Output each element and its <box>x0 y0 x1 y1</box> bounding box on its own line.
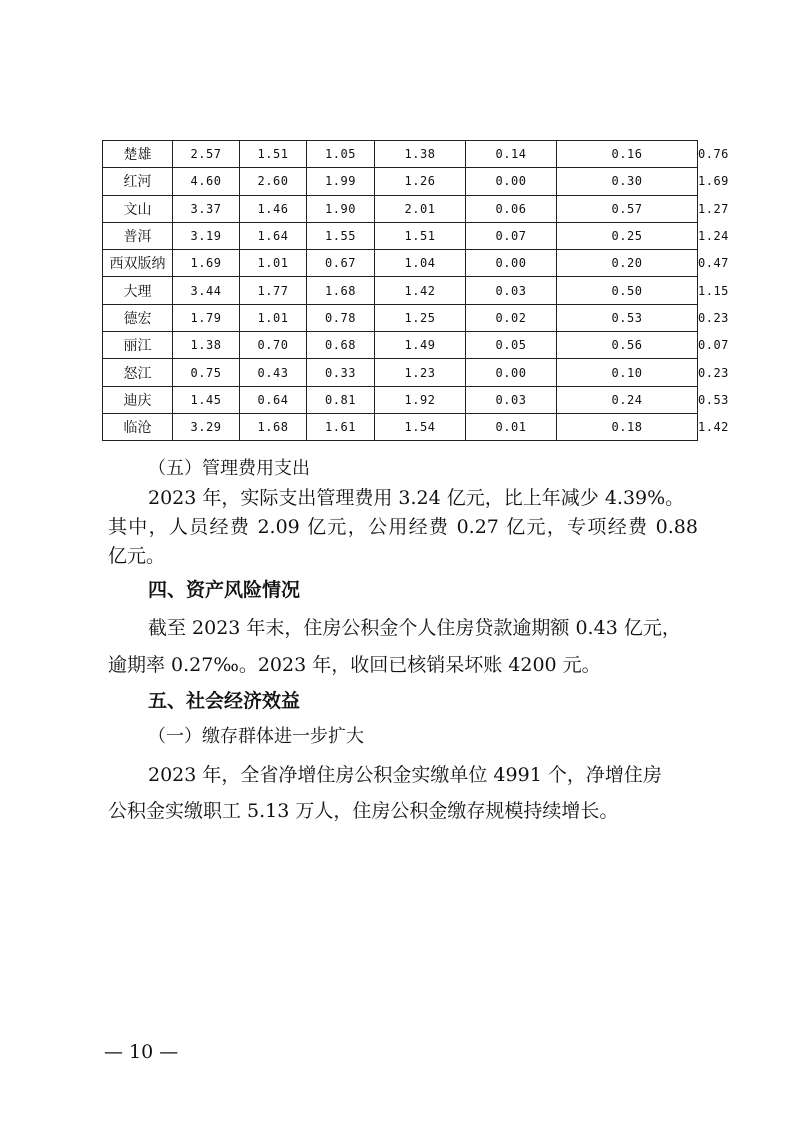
value-cell: 0.07 <box>466 222 557 249</box>
value-cell: 0.00 <box>466 250 557 277</box>
region-name-cell: 丽江 <box>103 332 173 359</box>
value-cell: 1.51 <box>375 222 466 249</box>
table-row: 红河 4.60 2.60 1.99 1.26 0.00 0.30 1.69 <box>103 168 698 195</box>
region-name-cell: 大理 <box>103 277 173 304</box>
region-name-cell: 西双版纳 <box>103 250 173 277</box>
table-row: 西双版纳 1.69 1.01 0.67 1.04 0.00 0.20 0.47 <box>103 250 698 277</box>
value-cell: 3.44 <box>173 277 240 304</box>
region-name-cell: 普洱 <box>103 222 173 249</box>
value-cell: 1.23 <box>375 359 466 386</box>
table-row: 怒江 0.75 0.43 0.33 1.23 0.00 0.10 0.23 <box>103 359 698 386</box>
value-cell: 1.99 <box>307 168 375 195</box>
value-cell: 1.38 <box>173 332 240 359</box>
value-cell: 1.54 <box>375 413 466 440</box>
value-cell: 1.61 <box>307 413 375 440</box>
region-name-cell: 红河 <box>103 168 173 195</box>
value-cell: 0.14 <box>466 141 557 168</box>
value-cell: 1.79 <box>173 304 240 331</box>
value-cell: 0.75 <box>173 359 240 386</box>
table-row: 文山 3.37 1.46 1.90 2.01 0.06 0.57 1.27 <box>103 195 698 222</box>
value-cell: 0.20 <box>557 250 698 277</box>
value-cell: 0.70 <box>240 332 307 359</box>
admin-cost-line-2: 其中，人员经费 2.09 亿元，公用经费 0.27 亿元，专项经费 0.88 <box>108 516 698 538</box>
admin-cost-line-1: 2023 年，实际支出管理费用 3.24 亿元，比上年减少 4.39%。 <box>148 487 685 509</box>
region-name-cell: 楚雄 <box>103 141 173 168</box>
value-cell: 0.03 <box>466 386 557 413</box>
value-cell: 0.33 <box>307 359 375 386</box>
region-name-cell: 文山 <box>103 195 173 222</box>
value-cell: 2.01 <box>375 195 466 222</box>
risk-line-2: 逾期率 0.27‰。2023 年，收回已核销呆坏账 4200 元。 <box>108 654 601 676</box>
table-body <box>103 141 729 441</box>
value-cell: 0.18 <box>557 413 698 440</box>
value-cell: 1.68 <box>307 277 375 304</box>
value-cell: 0.43 <box>240 359 307 386</box>
value-cell: 3.29 <box>173 413 240 440</box>
value-cell: 0.02 <box>466 304 557 331</box>
value-cell: 0.25 <box>557 222 698 249</box>
value-cell: 0.50 <box>557 277 698 304</box>
region-name-cell: 德宏 <box>103 304 173 331</box>
value-cell: 1.25 <box>375 304 466 331</box>
value-cell: 1.51 <box>240 141 307 168</box>
table-row: 普洱 3.19 1.64 1.55 1.51 0.07 0.25 1.24 <box>103 222 698 249</box>
value-cell: 0.10 <box>557 359 698 386</box>
value-cell: 0.53 <box>557 304 698 331</box>
table-row: 丽江 1.38 0.70 0.68 1.49 0.05 0.56 0.07 <box>103 332 698 359</box>
value-cell: 1.04 <box>375 250 466 277</box>
value-cell: 2.60 <box>240 168 307 195</box>
table-row: 楚雄 2.57 1.51 1.05 1.38 0.14 0.16 0.76 <box>103 141 698 168</box>
value-cell: 1.55 <box>307 222 375 249</box>
value-cell: 1.64 <box>240 222 307 249</box>
value-cell: 0.67 <box>307 250 375 277</box>
value-cell: 1.69 <box>173 250 240 277</box>
value-cell: 0.30 <box>557 168 698 195</box>
risk-line-1: 截至 2023 年末，住房公积金个人住房贷款逾期额 0.43 亿元， <box>148 617 681 639</box>
group-line-1: 2023 年，全省净增住房公积金实缴单位 4991 个，净增住房 <box>148 764 662 786</box>
value-cell: 1.26 <box>375 168 466 195</box>
value-cell: 0.64 <box>240 386 307 413</box>
table-row: 德宏 1.79 1.01 0.78 1.25 0.02 0.53 0.23 <box>103 304 698 331</box>
value-cell: 1.49 <box>375 332 466 359</box>
value-cell: 0.03 <box>466 277 557 304</box>
value-cell: 1.90 <box>307 195 375 222</box>
admin-cost-heading: （五）管理费用支出 <box>148 458 310 479</box>
value-cell: 0.00 <box>466 359 557 386</box>
value-cell: 1.45 <box>173 386 240 413</box>
region-name-cell: 迪庆 <box>103 386 173 413</box>
value-cell: 0.01 <box>466 413 557 440</box>
value-cell: 0.24 <box>557 386 698 413</box>
value-cell: 0.81 <box>307 386 375 413</box>
value-cell: 0.78 <box>307 304 375 331</box>
page-number: — 10 — <box>104 1041 179 1063</box>
group-heading: （一）缴存群体进一步扩大 <box>148 726 364 747</box>
value-cell: 0.06 <box>466 195 557 222</box>
value-cell: 1.42 <box>375 277 466 304</box>
region-name-cell: 临沧 <box>103 413 173 440</box>
city-data-table <box>102 140 729 441</box>
value-cell: 1.92 <box>375 386 466 413</box>
value-cell: 1.77 <box>240 277 307 304</box>
value-cell: 1.01 <box>240 304 307 331</box>
value-cell: 1.01 <box>240 250 307 277</box>
benefit-heading: 五、社会经济效益 <box>148 690 301 712</box>
value-cell: 0.16 <box>557 141 698 168</box>
table-row: 迪庆 1.45 0.64 0.81 1.92 0.03 0.24 0.53 <box>103 386 698 413</box>
value-cell: 1.38 <box>375 141 466 168</box>
value-cell: 2.57 <box>173 141 240 168</box>
region-name-cell: 怒江 <box>103 359 173 386</box>
value-cell: 1.46 <box>240 195 307 222</box>
table-row: 临沧 3.29 1.68 1.61 1.54 0.01 0.18 1.42 <box>103 413 698 440</box>
value-cell: 4.60 <box>173 168 240 195</box>
value-cell: 1.68 <box>240 413 307 440</box>
risk-heading: 四、资产风险情况 <box>148 579 301 601</box>
value-cell: 0.05 <box>466 332 557 359</box>
table-row: 大理 3.44 1.77 1.68 1.42 0.03 0.50 1.15 <box>103 277 698 304</box>
value-cell: 3.19 <box>173 222 240 249</box>
value-cell: 3.37 <box>173 195 240 222</box>
value-cell: 0.56 <box>557 332 698 359</box>
value-cell: 0.68 <box>307 332 375 359</box>
group-line-2: 公积金实缴职工 5.13 万人，住房公积金缴存规模持续增长。 <box>108 800 619 822</box>
value-cell: 0.00 <box>466 168 557 195</box>
admin-cost-line-3: 亿元。 <box>108 545 166 567</box>
value-cell: 0.57 <box>557 195 698 222</box>
value-cell: 1.05 <box>307 141 375 168</box>
